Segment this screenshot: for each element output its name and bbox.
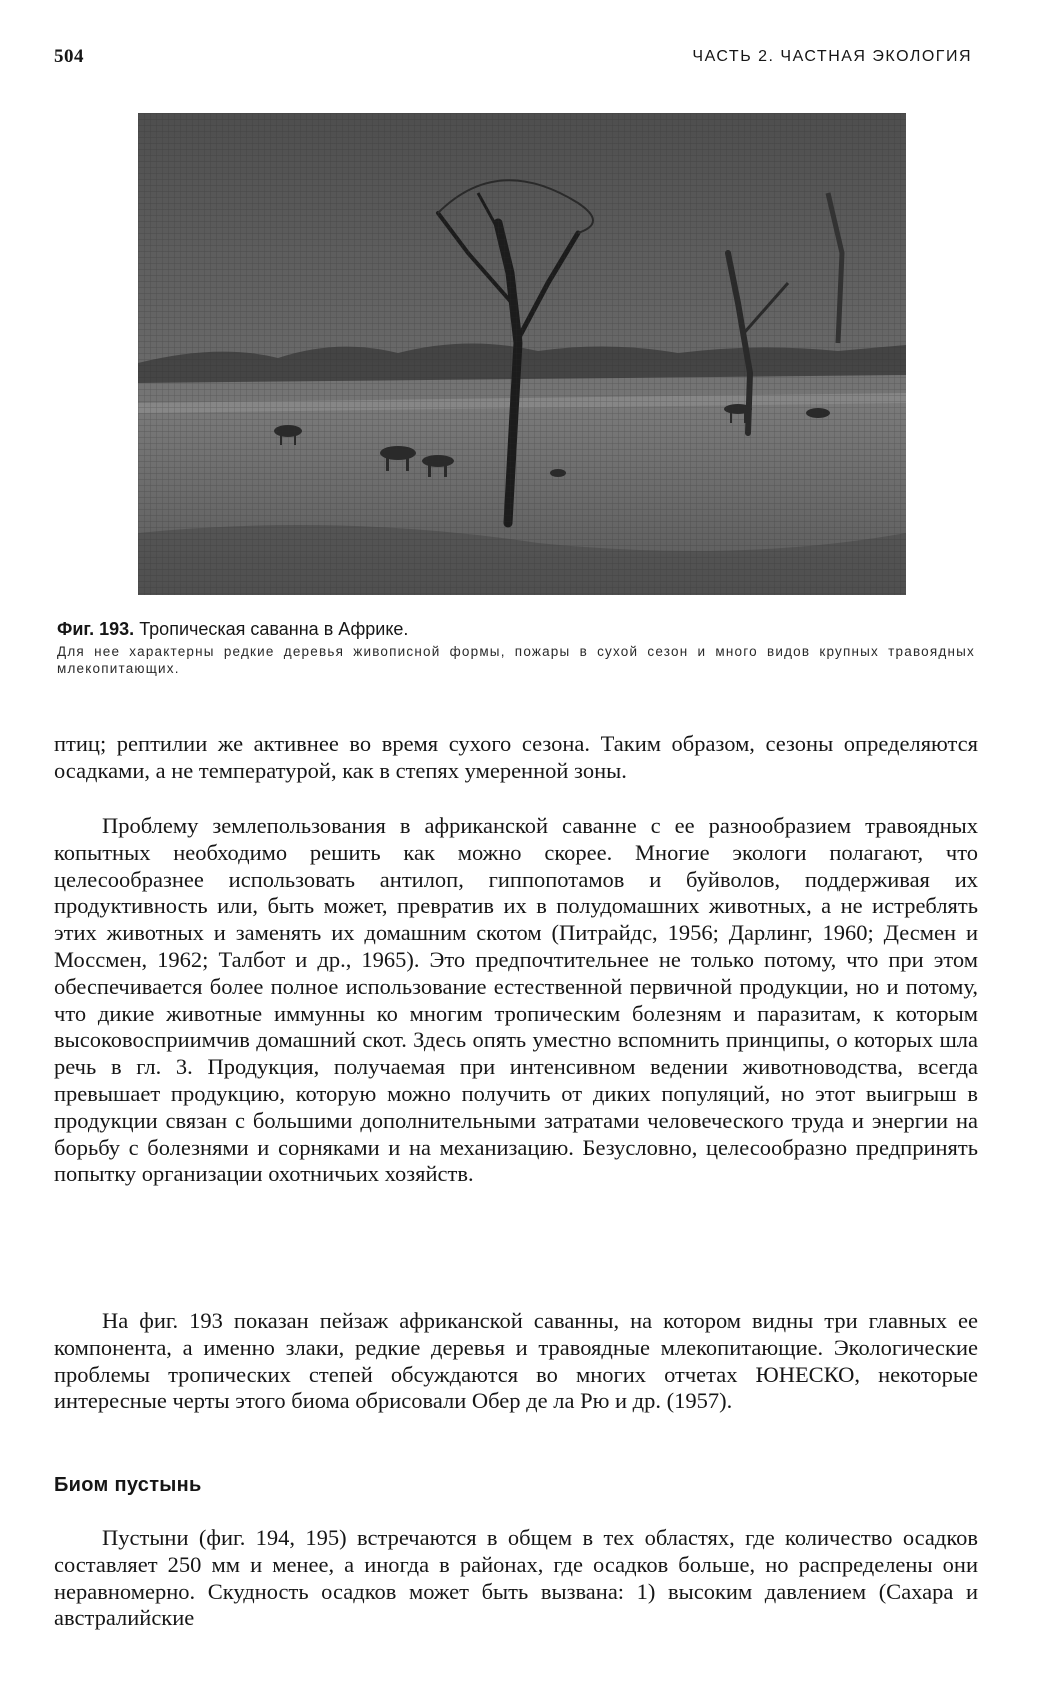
running-title: ЧАСТЬ 2. ЧАСТНАЯ ЭКОЛОГИЯ	[692, 48, 972, 65]
page-number: 504	[54, 46, 84, 67]
caption-description: Для нее характерны редкие деревья живописной формы, пожары в сухой сезон и много видов крупных травоядных млекопитающих.	[57, 644, 975, 676]
paragraph-2: Проблему землепользования в африканской саванне с ее разнообразием травоядных копытных необходимо решить как можно скорее. Многие экологи полагают, что целесообразнее использовать антилоп, гиппопотамов и буйволов, поддерживая их продуктивность или, быть может, превратив их в полудомашних животных, а не истреблять этих животных и заменять их домашним скотом (Питрайдс, 1956; Дарлинг, 1960; Десмен и Моссмен, 1962; Талбот и др., 1965). Это предпочтительнее не только потому, что при этом обеспечивается более полное использование естественной первичной продукции, но и потому, что дикие животные иммунны ко многим тропическим болезням и паразитам, к которым высоковосприимчив домашний скот. Здесь опять уместно вспомнить принципы, о которых шла речь в гл. 3. Продукция, получаемая при интенсивном ведении животноводства, всегда превышает продукцию, которую можно получить от диких популяций, но этот выигрыш в продукции связан с большими дополнительными затратами человеческого труда и энергии на борьбу с болезнями и сорняками и на механизацию. Безусловно, целесообразно предпринять попытку организации охотничьих хозяйств.	[54, 813, 978, 1187]
paragraph-3: На фиг. 193 показан пейзаж африканской саванны, на котором видны три главных ее компонента, а именно злаки, редкие деревья и травоядные млекопитающие. Экологические проблемы тропических степей обсуждаются во многих отчетах ЮНЕСКО, некоторые интересные черты этого биома обрисовали Обер де ла Рю и др. (1957).	[54, 1308, 978, 1414]
figure-caption	[57, 617, 975, 677]
savanna-photo	[138, 113, 906, 595]
section-heading: Биом пустынь	[54, 1474, 202, 1496]
section-paragraph: Пустыни (фиг. 194, 195) встречаются в общем в тех областях, где количество осадков составляет 250 мм и менее, а иногда в районах, где осадков больше, но распределены они неравномерно. Скудность осадков может быть вызвана: 1) высоким давлением (Сахара и австралийские	[54, 1525, 978, 1631]
caption-title	[57, 617, 975, 641]
paragraph-1: птиц; рептилии же активнее во время сухого сезона. Таким образом, сезоны определяются осадками, а не температурой, как в степях умеренной зоны.	[54, 731, 978, 783]
figure-label: Фиг. 193.	[57, 619, 135, 639]
figure-title: Тропическая саванна в Африке.	[139, 619, 409, 639]
page-header	[54, 46, 972, 72]
